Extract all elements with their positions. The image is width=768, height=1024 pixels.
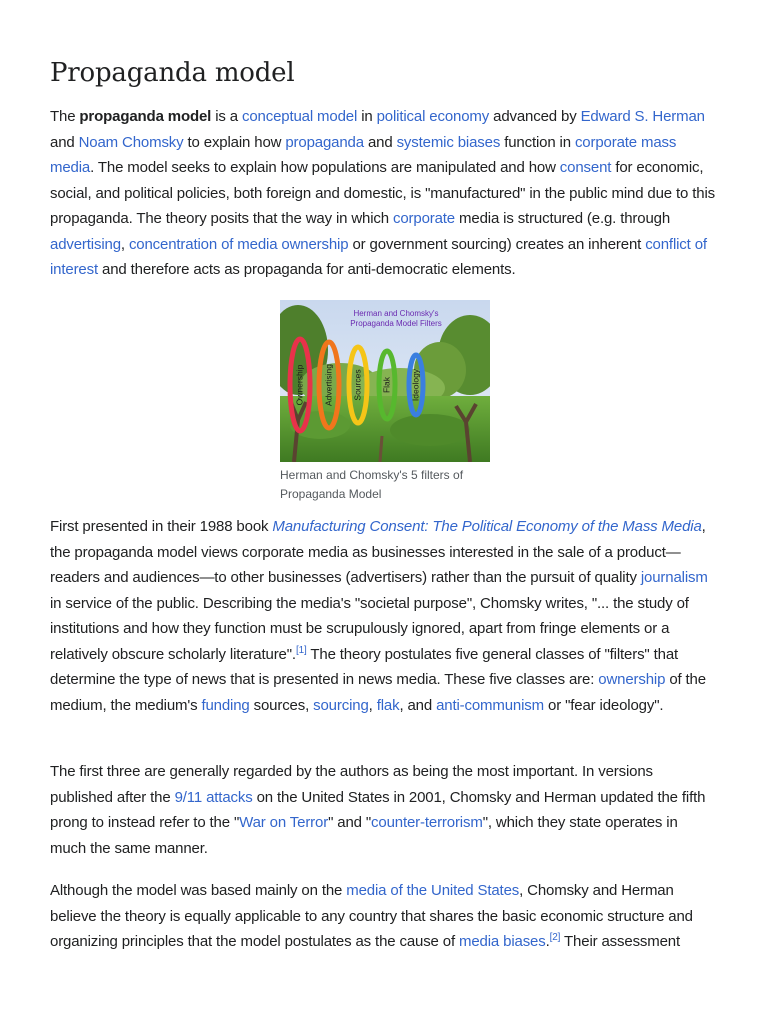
filter-label: Ownership bbox=[294, 364, 305, 406]
link-corporate[interactable]: corporate bbox=[392, 210, 456, 227]
versions-paragraph: The first three are generally regarded by the authors as being the most important. In versions published after the 9/11 attacks on the United States in 2001, Chomsky and Herman updated the fifth prong to instead refer to the "War on Terror" and "counter-terrorism", which they state operates in much the same manner. bbox=[50, 763, 706, 857]
history-paragraph: First presented in their 1988 book Manufacturing Consent: The Political Economy of the Mass Media, the propaganda model views corporate media as businesses interested in the sale of a product—readers and audiences—to other businesses (advertisers) rather than the pursuit of quality journalism in service of the public. Describing the media's "societal purpose", Chomsky writes, "... the study of institutions and how they function must be scrupulously ignored, apart from fringe elements or a relatively obscure scholarly literature".[1] The theory postulates five general classes of "filters" that determine the type of news that is presented in news media. These five classes are: ownership of the medium, the medium's funding sources, sourcing, flak, and anti-communism or "fear ideology". bbox=[50, 518, 708, 714]
figure bbox=[280, 300, 490, 504]
link-advertising[interactable]: advertising bbox=[50, 235, 121, 253]
filters-image[interactable] bbox=[280, 300, 490, 462]
link-corporate-mass-media[interactable]: corporate mass media bbox=[50, 133, 677, 176]
figure-heading-line2: Propaganda Model Filters bbox=[350, 319, 442, 328]
link-flak[interactable]: flak bbox=[376, 696, 400, 714]
reference-2[interactable]: [2] bbox=[549, 932, 561, 943]
link-conflict-of-interest[interactable]: conflict of interest bbox=[50, 235, 707, 278]
link-manufacturing-consent[interactable]: Manufacturing Consent: The Political Economy of the Mass Media bbox=[272, 518, 702, 535]
link-media-biases[interactable]: media biases bbox=[459, 933, 546, 950]
link-consent[interactable]: consent bbox=[559, 159, 612, 176]
filter-label: Advertising bbox=[323, 363, 334, 407]
figure-heading-line1: Herman and Chomsky's bbox=[353, 309, 439, 318]
link-political-economy[interactable]: political economy bbox=[376, 108, 490, 125]
link-systemic-biases[interactable]: systemic biases bbox=[396, 133, 501, 151]
link-funding[interactable]: funding bbox=[201, 696, 250, 714]
link-conceptual-model[interactable]: conceptual model bbox=[241, 108, 358, 125]
intro-paragraph: The propaganda model is a conceptual model in political economy advanced by Edward S. Herman and Noam Chomsky to explain how propaganda and systemic biases function in corporate mass media. The model seeks to explain how populations are manipulated and how consent for economic, social, and political policies, both foreign and domestic, is "manufactured" in the public mind due to this propaganda. The theory posits that the way in which corporate media is structured (e.g. through advertising, concentration of media ownership or government sourcing) creates an inherent conflict of interest and therefore acts as propaganda for anti-democratic elements. bbox=[50, 108, 715, 278]
link-media-of-the-united-states[interactable]: media of the United States bbox=[346, 882, 520, 899]
filter-label: Sources bbox=[352, 369, 363, 401]
link-anti-communism[interactable]: anti-communism bbox=[436, 696, 545, 714]
filter-label: Ideology bbox=[410, 368, 421, 402]
link-concentration-of-media-ownership[interactable]: concentration of media ownership bbox=[128, 235, 349, 253]
page-title: Propaganda model bbox=[50, 58, 295, 88]
link-propaganda[interactable]: propaganda bbox=[285, 133, 364, 151]
link-ownership[interactable]: ownership bbox=[598, 671, 666, 688]
link-noam-chomsky[interactable]: Noam Chomsky bbox=[78, 133, 184, 151]
link-war-on-terror[interactable]: War on Terror bbox=[239, 814, 329, 831]
link-journalism[interactable]: journalism bbox=[640, 569, 708, 586]
figure-caption: Herman and Chomsky's 5 filters of Propaganda Model bbox=[280, 468, 464, 501]
reference-1[interactable]: [1] bbox=[295, 644, 307, 656]
applicability-paragraph: Although the model was based mainly on the media of the United States, Chomsky and Herman believe the theory is equally applicable to any country that shares the basic economic structure and organizing principles that the model postulates as the cause of media biases.[2] Their assessment bbox=[50, 882, 693, 950]
link-sourcing[interactable]: sourcing bbox=[313, 696, 369, 714]
link-9-11-attacks[interactable]: 9/11 attacks bbox=[174, 788, 253, 806]
link-counter-terrorism[interactable]: counter-terrorism bbox=[371, 814, 483, 831]
filter-label: Flak bbox=[381, 376, 392, 394]
bold-term: propaganda model bbox=[79, 108, 212, 125]
link-edward-herman[interactable]: Edward S. Herman bbox=[580, 108, 705, 125]
